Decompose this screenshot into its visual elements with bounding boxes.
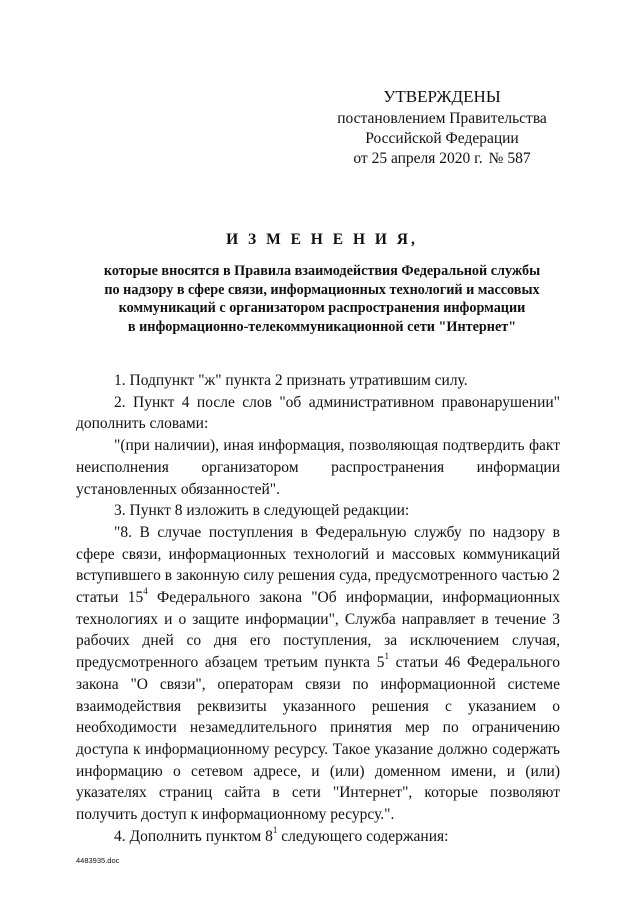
superscript-article: 4 <box>143 585 148 596</box>
subtitle-line: в информационно-телекоммуникационной сети "Интернет" <box>127 318 517 335</box>
paragraph-4: 3. Пункт 8 изложить в следующей редакции: <box>114 502 410 520</box>
approval-date: от 25 апреля 2020 г. <box>353 150 483 167</box>
footer-file-name: 4483935.doc <box>76 856 120 865</box>
decree-number: № 587 <box>488 150 531 167</box>
subtitle-line: по надзору в сфере связи, информационных технологий и массовых <box>104 281 540 298</box>
superscript-point: 1 <box>384 650 389 661</box>
approval-stamp <box>330 86 554 169</box>
approved-label: УТВЕРЖДЕНЫ <box>383 87 501 106</box>
approval-date-line <box>330 149 554 169</box>
subtitle-line: коммуникаций с организатором распространения информации <box>118 300 526 316</box>
document-title <box>60 231 584 336</box>
paragraph-5-part-b: Федерального закона "Об информации, информационных технологиях и о защите информации", Служба направляет в течение 3 рабочих дней со дня его поступления, за исключением случая, предусмотренного абзацем третьим пункта 5 <box>76 589 560 672</box>
approval-line-government: Российской Федерации <box>365 130 519 147</box>
paragraph-5 <box>76 522 560 826</box>
paragraph-5-part-c: статьи 46 Федерального закона "О связи", операторам связи по информационной системе взаимодействия реквизиты указанного решения с указанием о необходимости незамедлительного принятия мер по ограничению доступа к информационному ресурсу. Такое указание должно содержать информацию о сетевом адресе, и (или) доменном имени, и (или) указателях страниц сайта в сети "Интернет", которые позволяют получить доступ к информационному ресурсу.". <box>76 654 561 824</box>
paragraph-5-part-a: "8. В случае поступления в Федеральную службу по надзору в сфере связи, информационных технологий и массовых коммуникаций вступившего в законную силу решения суда, предусмотренного частью 2 статьи 15 <box>76 523 560 607</box>
paragraph-6-part-a: 4. Дополнить пунктом 8 <box>114 827 273 845</box>
paragraph-6 <box>76 826 560 848</box>
superscript-point-8: 1 <box>272 824 278 835</box>
title-subtitle <box>60 262 584 336</box>
subtitle-line: которые вносятся в Правила взаимодействия Федеральной службы <box>103 263 541 279</box>
paragraph-6-part-b: следующего содержания: <box>277 827 449 845</box>
title-heading: И З М Е Н Е Н И Я, <box>226 231 418 248</box>
paragraph-1: 1. Подпункт "ж" пункта 2 признать утратившим силу. <box>114 372 468 389</box>
approval-line-decree: постановлением Правительства <box>337 110 547 127</box>
paragraph-3: "(при наличии), иная информация, позволяющая подтвердить факт неисполнения организатором распространения информации установленных обязанностей". <box>76 437 560 498</box>
paragraph-2: 2. Пункт 4 после слов "об административном правонарушении" дополнить словами: <box>76 393 560 433</box>
document-body <box>76 370 560 847</box>
